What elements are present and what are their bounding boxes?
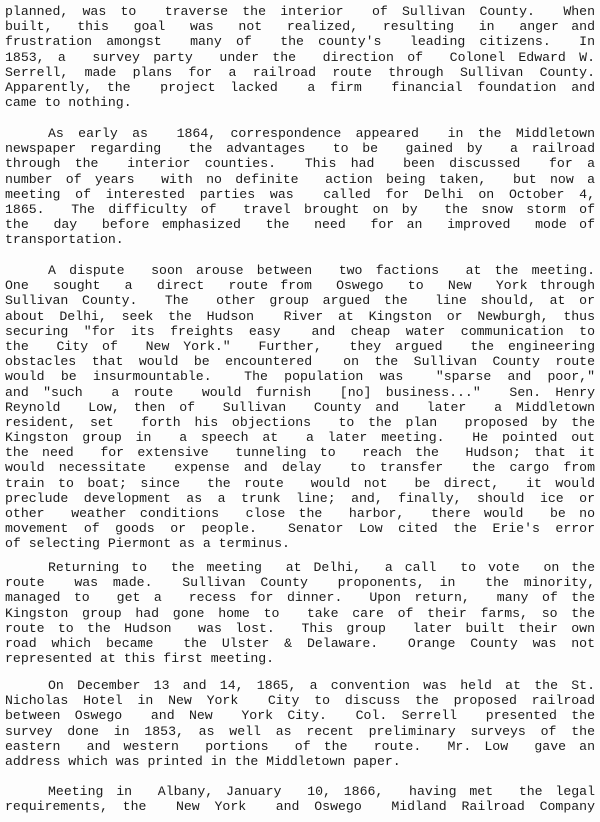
text-line: route was made. Sullivan County proponents, in the minority, xyxy=(5,575,595,591)
text-line: eastern and western portions of the route. Mr. Low gave an xyxy=(5,738,595,754)
text-line: the City of New York." Further, they argued the engineering xyxy=(5,338,595,354)
paragraph-3 xyxy=(5,263,595,552)
text-line: One sought a direct route from Oswego to New York through xyxy=(5,278,595,294)
text-line: As early as 1864, correspondence appeared in the Middletown xyxy=(48,126,595,141)
text-line: other weather conditions close the harbor, there would be no xyxy=(5,506,595,521)
paragraph-2 xyxy=(5,126,595,248)
text-line: represented at this first meeting. xyxy=(5,651,275,667)
text-line: Serrell, made plans for a railroad route through Sullivan County. xyxy=(5,64,595,80)
paragraph-6 xyxy=(5,784,595,814)
text-line: On December 13 and 14, 1865, a convention was held at the St. xyxy=(48,678,595,693)
text-line: between Oswego and New York City. Col. Serrell presented the xyxy=(5,708,595,724)
text-line: Kingston group in a speech at a later meeting. He pointed out xyxy=(5,430,595,446)
text-line: the day before emphasized the need for an improved mode of xyxy=(5,217,595,233)
text-line: came to nothing. xyxy=(5,95,132,111)
text-line: movement of goods or people. Senator Low cited the Erie's error xyxy=(5,521,595,537)
paragraph-1 xyxy=(5,4,595,110)
paragraph-5 xyxy=(5,678,595,769)
text-line: of selecting Piermont as a terminus. xyxy=(5,536,290,552)
text-line: resident, set forth his objections to the plan proposed by the xyxy=(5,414,595,430)
text-line: through the interior counties. This had been discussed for a xyxy=(5,156,595,172)
text-line: A dispute soon arouse between two factions at the meeting. xyxy=(48,263,595,278)
text-line: would necessitate expense and delay to transfer the cargo from xyxy=(5,460,595,476)
text-line: address which was printed in the Middletown paper. xyxy=(5,753,401,769)
text-line: Nicholas Hotel in New York City to discuss the proposed railroad xyxy=(5,693,595,709)
text-line: about Delhi, seek the Hudson River at Kingston or Newburgh, thus xyxy=(5,308,595,324)
text-line: the need for extensive tunneling to reach the Hudson; that it xyxy=(5,445,595,461)
text-line: requirements, the New York and Oswego Midland Railroad Company xyxy=(5,799,595,815)
text-line: survey done in 1853, as well as recent preliminary surveys of the xyxy=(5,723,595,739)
text-line: 1865. The difficulty of travel brought on by the snow storm of xyxy=(5,201,595,217)
text-line: road which became the Ulster & Delaware. Orange County was not xyxy=(5,635,595,651)
text-line: number of years with no definite action being taken, but now a xyxy=(5,171,595,187)
text-line: Sullivan County. The other group argued the line should, at or xyxy=(5,293,595,309)
text-line: Meeting in Albany, January 10, 1866, having met the legal xyxy=(48,784,595,799)
text-line: preclude development as a trunk line; and, finally, should ice or xyxy=(5,490,595,506)
text-line: built, this goal was not realized, resulting in anger and xyxy=(5,19,595,35)
text-line: meeting of interested parties was called for Delhi on October 4, xyxy=(5,186,595,202)
text-line: securing "for its freights easy and cheap water communication to xyxy=(5,323,595,339)
text-line: 1853, a survey party under the direction of Colonel Edward W. xyxy=(5,49,595,65)
text-line: frustration amongst many of the county's leading citizens. In xyxy=(5,34,595,50)
text-line: newspaper regarding the advantages to be gained by a railroad xyxy=(5,141,595,157)
text-line: train to boat; since the route would not be direct, it would xyxy=(5,475,595,491)
text-line: planned, was to traverse the interior of Sullivan County. When xyxy=(5,4,595,19)
text-line: transportation. xyxy=(5,232,124,248)
text-line: route to the Hudson was lost. This group later built their own xyxy=(5,620,595,636)
text-line: would be insurmountable. The population was "sparse and poor," xyxy=(5,369,595,385)
paragraph-4 xyxy=(5,560,595,666)
text-line: obstacles that would be encountered on the Sullivan County route xyxy=(5,354,595,370)
text-line: Reynold Low, then of Sullivan County and later a Middletown xyxy=(5,399,595,415)
text-line: Returning to the meeting at Delhi, a call to vote on the xyxy=(48,560,595,575)
text-line: Apparently, the project lacked a firm financial foundation and xyxy=(5,79,595,95)
text-line: managed to get a recess for dinner. Upon return, many of the xyxy=(5,590,595,606)
text-line: and "such a route would furnish [no] business..." Sen. Henry xyxy=(5,384,595,400)
text-line: Kingston group had gone home to take care of their farms, so the xyxy=(5,605,595,621)
